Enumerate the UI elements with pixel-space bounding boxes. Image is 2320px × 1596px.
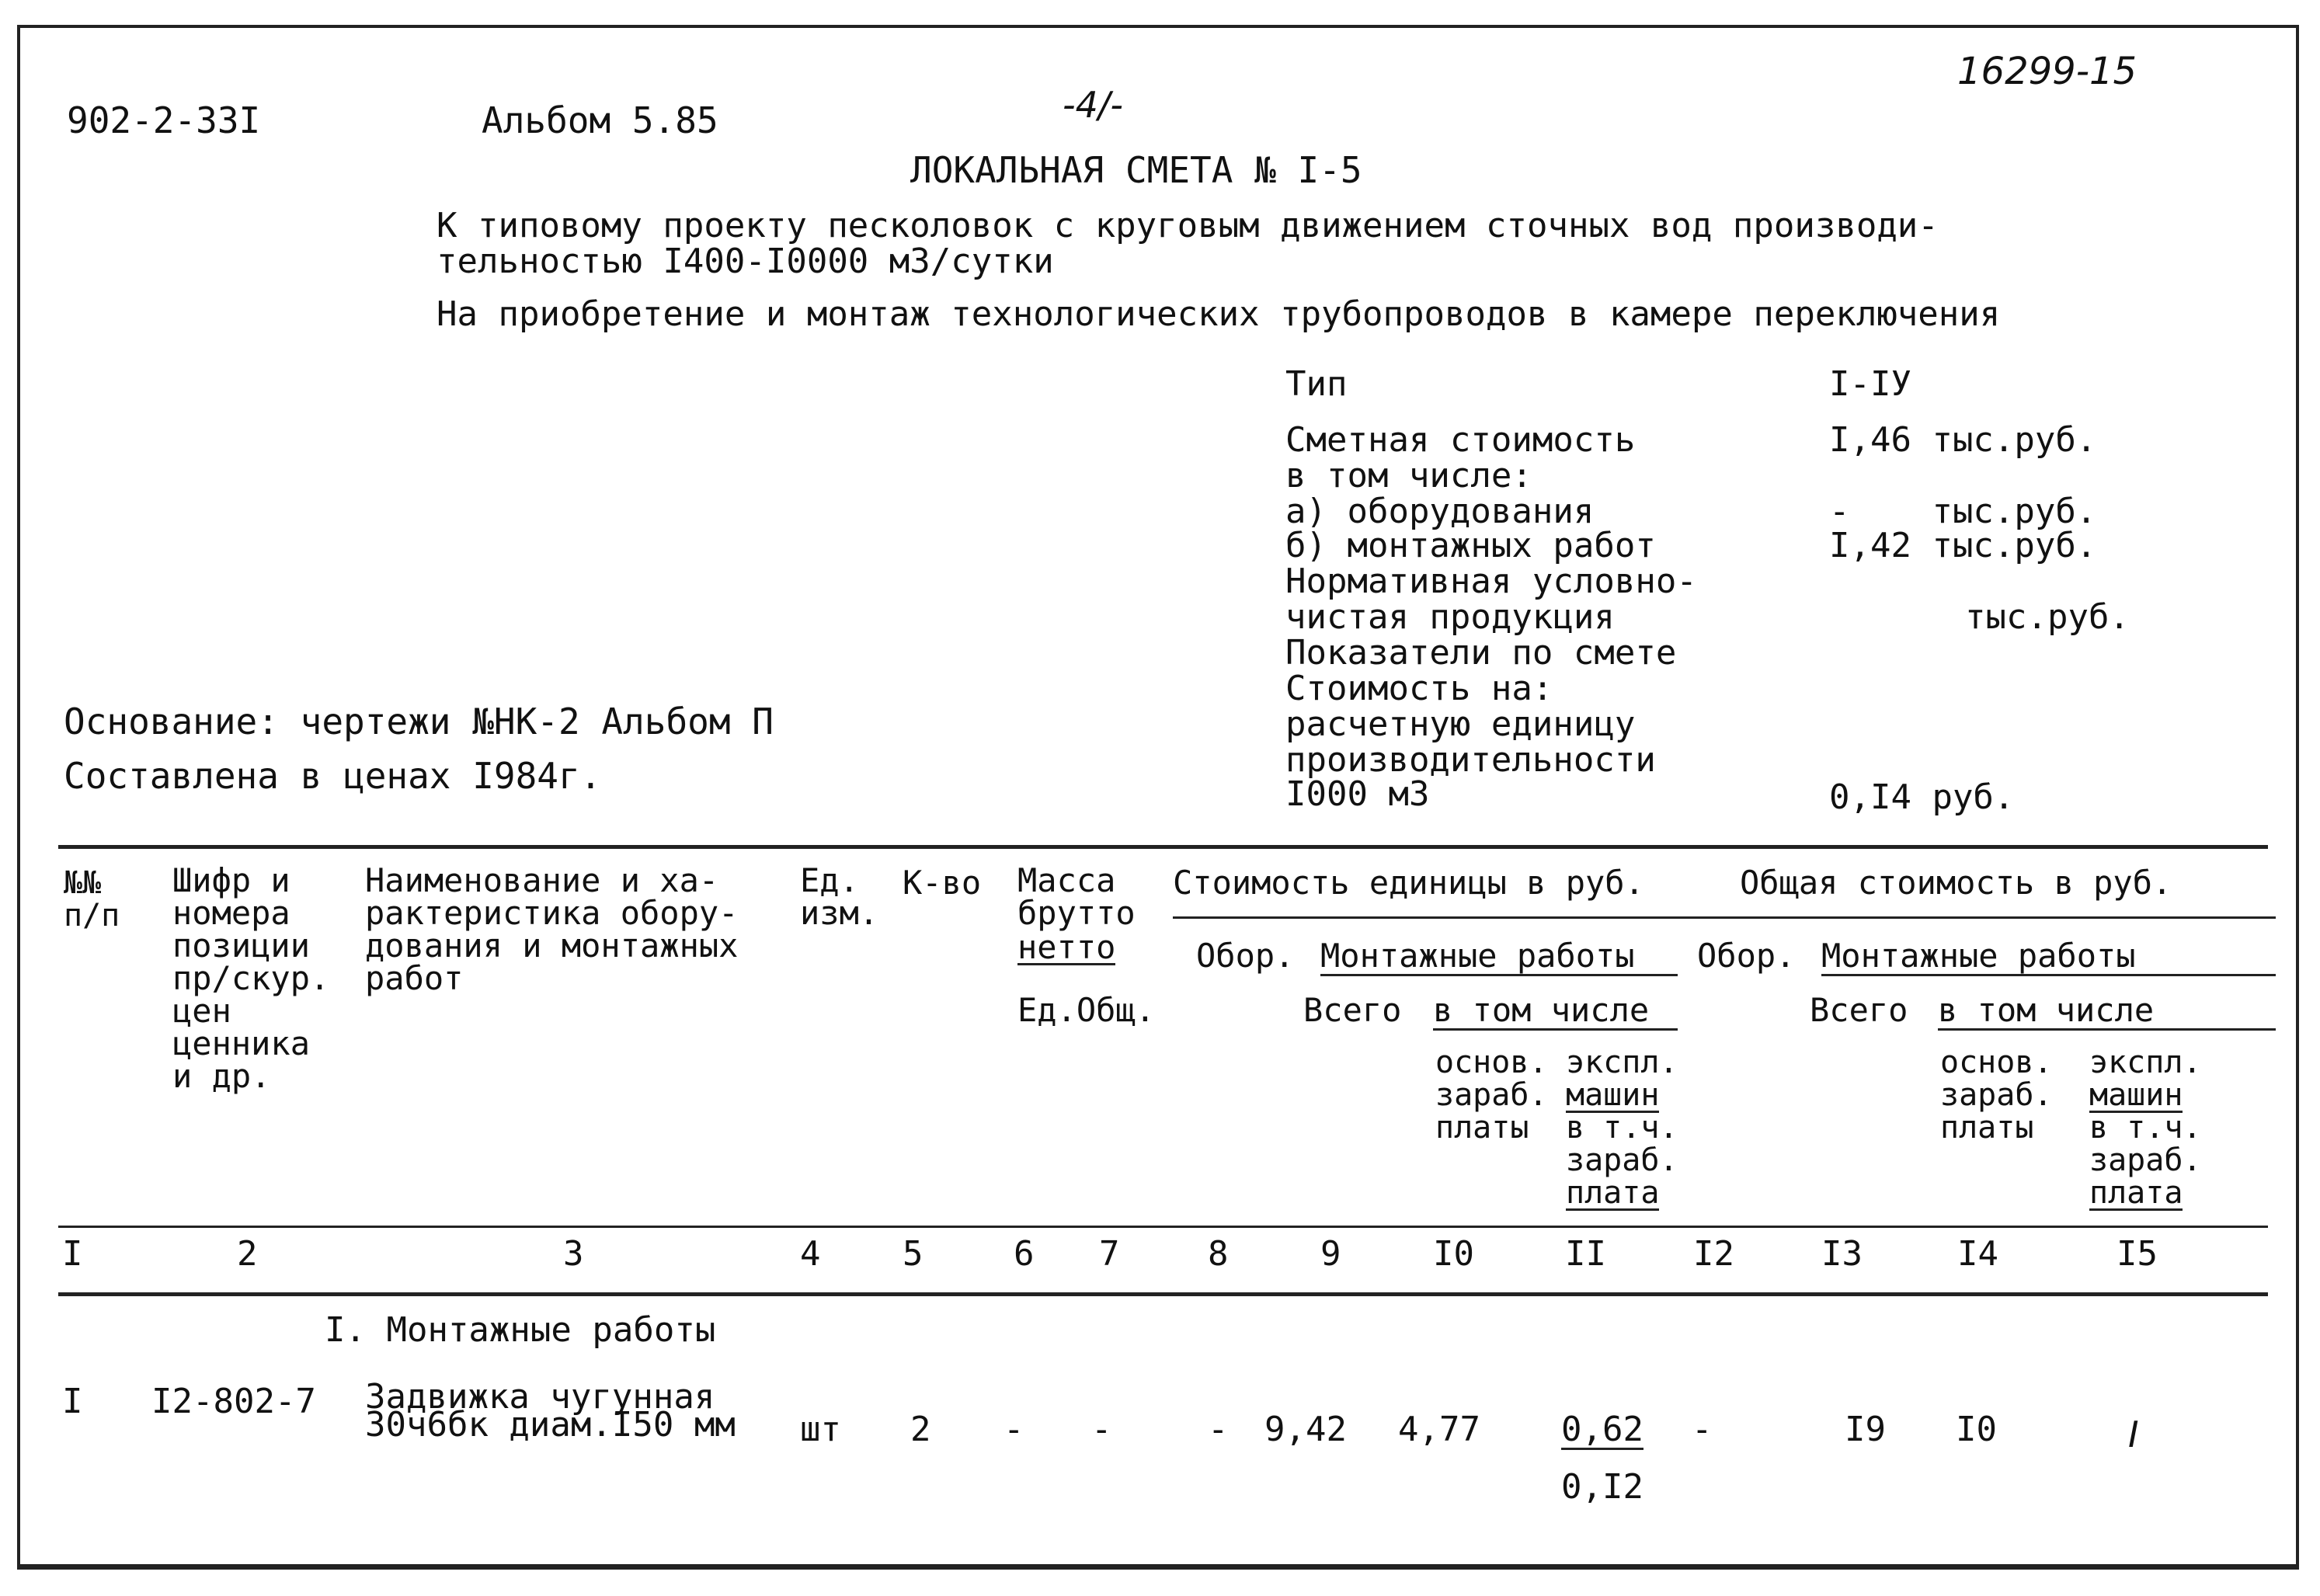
prices-text: Составлена в ценах I984г. (64, 755, 602, 797)
colnum-14: I4 (1957, 1234, 1998, 1274)
col-code-header-7: и др. (172, 1057, 271, 1095)
basis-text: Основание: чертежи №НК-2 Альбом П (64, 701, 774, 742)
mass-subheader: Ед.Общ. (1017, 991, 1156, 1029)
unit-ekspl-header-2: машин (1566, 1077, 1660, 1113)
unit-osnov-header-1: основ. (1435, 1045, 1548, 1080)
table-top-rule (58, 845, 2268, 849)
unit-ekspl-header-4: зараб. (1566, 1142, 1678, 1178)
col-name-header-1: Наименование и ха- (365, 861, 719, 899)
cost-per-label: Стоимость на: (1285, 669, 1553, 708)
unit-osnov-header-3: платы (1435, 1110, 1529, 1146)
stamp-number: 16299-15 (1957, 50, 2137, 93)
colnum-13: I3 (1821, 1234, 1863, 1274)
row-osnov: 4,77 (1398, 1410, 1480, 1449)
unit-ekspl-header-1: экспл. (1566, 1045, 1678, 1080)
row-ekspl: 0,62 (1561, 1410, 1643, 1449)
row-obor-total: - (1692, 1410, 1713, 1449)
colnum-4: 4 (800, 1234, 821, 1274)
indicators-label: Показатели по смете (1285, 633, 1677, 673)
mass-header-3: нетто (1017, 928, 1116, 966)
colnum-3: 3 (563, 1234, 584, 1274)
total-ekspl-header-4: зараб. (2089, 1142, 2202, 1178)
total-obor-header: Обор. (1697, 937, 1796, 975)
total-v-tom-header: в том числе (1938, 993, 2276, 1031)
row-code: I2-802-7 (151, 1382, 316, 1421)
install-value: I,42 тыс.руб. (1829, 526, 2097, 565)
table-header-bottom-rule (58, 1292, 2268, 1296)
album-label: Альбом 5.85 (482, 99, 718, 141)
unit-ekspl-header-3: в т.ч. (1566, 1110, 1678, 1146)
subtitle-line-1: К типовому проекту песколовок с круговым движением сточных вод производи- (437, 206, 1939, 245)
col-code-header-1: Шифр и (172, 861, 290, 899)
type-label: Тип (1285, 364, 1348, 404)
unit-ekspl-header-5: плата (1566, 1175, 1660, 1211)
col-code-header-4: пр/скур. (172, 959, 330, 997)
unit-montazh-header: Монтажные работы (1320, 938, 1678, 976)
col-code-header-2: номера (172, 894, 290, 932)
row-name-2: 30ч6бк диам.I50 мм (365, 1405, 736, 1445)
colnum-5: 5 (903, 1234, 923, 1274)
colnum-top-rule (58, 1226, 2268, 1228)
total-ekspl-header-5: плата (2089, 1175, 2183, 1211)
col-name-header-3: дования и монтажных (365, 927, 739, 965)
mass-header-1: Масса (1017, 861, 1116, 899)
col-num-header-1: №№ (64, 865, 102, 901)
unit-osnov-header-2: зараб. (1435, 1077, 1548, 1113)
col-unit-header-1: Ед. (800, 861, 859, 899)
total-osnov-header-3: платы (1940, 1110, 2034, 1146)
section-title: I. Монтажные работы (325, 1310, 716, 1350)
unit-label-3: I000 м3 (1285, 774, 1430, 814)
col-code-header-5: цен (172, 992, 231, 1030)
total-osnov-header-2: зараб. (1940, 1077, 2053, 1113)
col-code-header-6: ценника (172, 1024, 311, 1062)
row-obor: - (1208, 1410, 1229, 1449)
total-ekspl-header-3: в т.ч. (2089, 1110, 2202, 1146)
row-mass-unit: - (1003, 1410, 1024, 1449)
colnum-1: I (62, 1234, 83, 1274)
row-vsego: 9,42 (1264, 1410, 1347, 1449)
row-osnov-total: I0 (1956, 1410, 1997, 1449)
row-ekspl-total: I (2128, 1413, 2139, 1455)
doc-code: 902-2-33I (67, 99, 261, 141)
col-name-header-2: рактеристика обору- (365, 894, 739, 932)
cost-label: Сметная стоимость (1285, 420, 1636, 460)
mass-header-2: брутто (1017, 894, 1136, 932)
equip-value: - тыс.руб. (1829, 492, 2097, 531)
row-name-1: Задвижка чугунная (365, 1377, 715, 1417)
colnum-15: I5 (2117, 1234, 2158, 1274)
row-ekspl-zp: 0,I2 (1561, 1467, 1643, 1507)
total-cost-header: Общая стоимость в руб. (1740, 864, 2172, 902)
unit-label-1: расчетную единицу (1285, 704, 1636, 744)
subtitle-line-2: тельностью I400-I0000 м3/сутки (437, 242, 1054, 281)
colnum-12: I2 (1693, 1234, 1734, 1274)
install-label: б) монтажных работ (1285, 526, 1656, 565)
row-unit: шт (800, 1410, 841, 1449)
document-title: ЛОКАЛЬНАЯ СМЕТА № I-5 (910, 149, 1362, 191)
row-num: I (62, 1382, 83, 1421)
cost-value: I,46 тыс.руб. (1829, 420, 2097, 460)
unit-v-tom-header: в том числе (1433, 993, 1678, 1031)
subtitle-line-3: На приобретение и монтаж технологических трубопроводов в камере переключения (437, 294, 2001, 334)
equip-label: а) оборудования (1285, 492, 1595, 531)
total-osnov-header-1: основ. (1940, 1045, 2053, 1080)
col-num-header-2: п/п (64, 898, 120, 934)
total-ekspl-header-1: экспл. (2089, 1045, 2202, 1080)
colnum-6: 6 (1014, 1234, 1035, 1274)
total-ekspl-header-2: машин (2089, 1077, 2183, 1113)
colnum-7: 7 (1099, 1234, 1120, 1274)
norm-label-2: чистая продукция (1285, 597, 1615, 637)
cost-group-rule (1173, 916, 2276, 919)
type-value: I-IУ (1829, 364, 1911, 404)
page-number: -4/- (1063, 84, 1123, 126)
unit-cost-header: Стоимость единицы в руб. (1173, 864, 1644, 902)
col-code-header-3: позиции (172, 927, 311, 965)
norm-value: тыс.руб. (1965, 597, 2130, 637)
colnum-10: I0 (1433, 1234, 1474, 1274)
col-qty-header: К-во (903, 864, 982, 902)
col-unit-header-2: изм. (800, 894, 879, 932)
colnum-2: 2 (237, 1234, 258, 1274)
col-name-header-4: работ (365, 959, 464, 997)
row-vsego-total: I9 (1845, 1410, 1886, 1449)
unit-label-2: производительности (1285, 740, 1656, 780)
total-montazh-header: Монтажные работы (1821, 938, 2276, 976)
unit-value: 0,I4 руб. (1829, 777, 2015, 817)
norm-label-1: Нормативная условно- (1285, 562, 1697, 601)
row-mass-total: - (1091, 1410, 1112, 1449)
unit-vsego-header: Всего (1303, 991, 1402, 1029)
row-qty: 2 (910, 1410, 931, 1449)
colnum-11: II (1565, 1234, 1606, 1274)
unit-obor-header: Обор. (1196, 937, 1295, 975)
total-vsego-header: Всего (1810, 991, 1908, 1029)
colnum-9: 9 (1320, 1234, 1341, 1274)
including-label: в том числе: (1285, 456, 1532, 495)
colnum-8: 8 (1208, 1234, 1229, 1274)
